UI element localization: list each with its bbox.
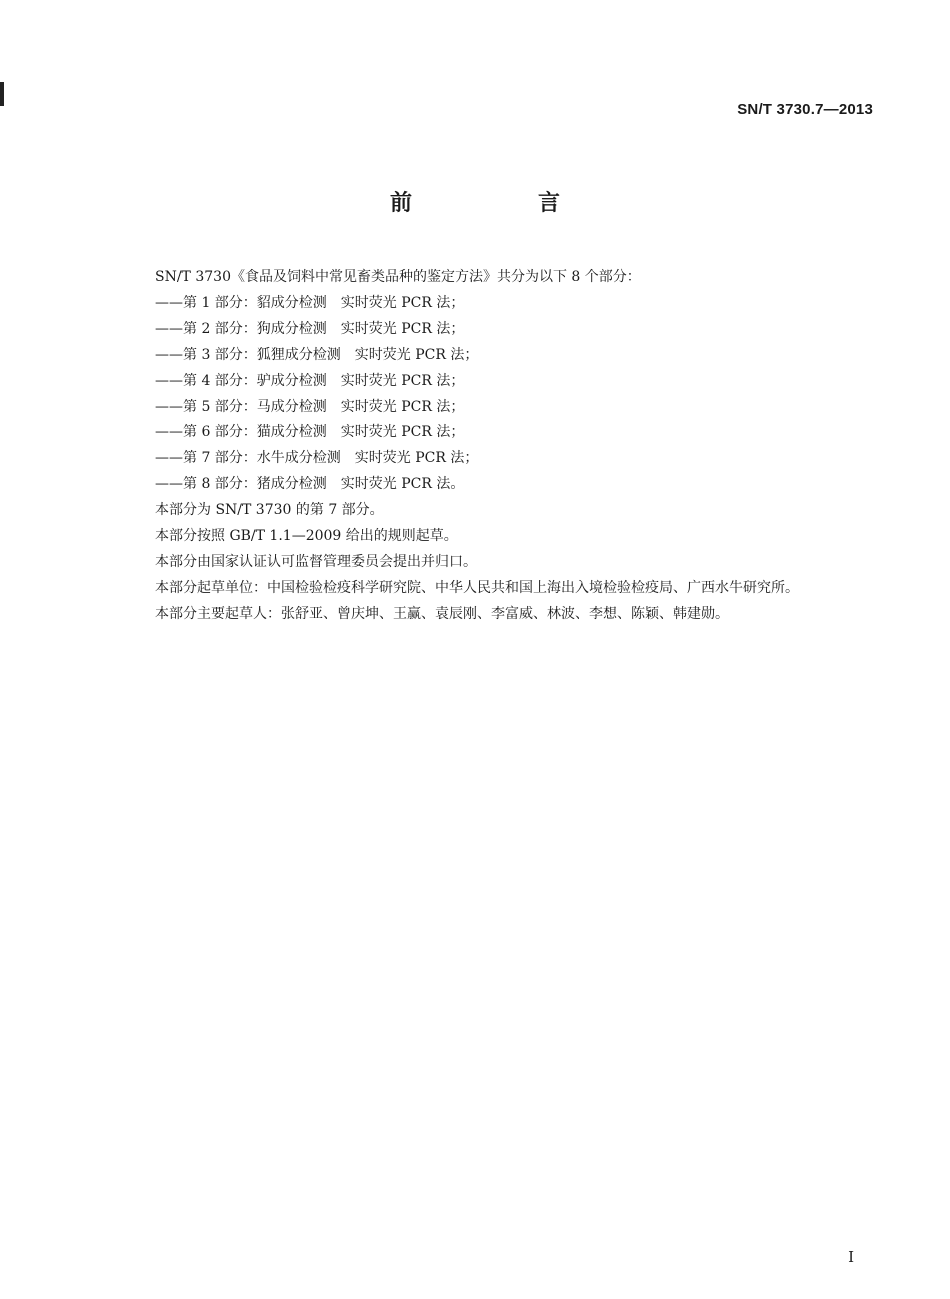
part-list-item: ——第 4 部分：驴成分检测 实时荧光 PCR 法； <box>155 372 465 389</box>
standard-code: SN/T 3730.7—2013 <box>737 101 873 118</box>
part-list-item: ——第 1 部分：貂成分检测 实时荧光 PCR 法； <box>155 294 465 311</box>
part-list-item: ——第 2 部分：狗成分检测 实时荧光 PCR 法； <box>155 320 465 337</box>
part-list-item: ——第 3 部分：狐狸成分检测 实时荧光 PCR 法； <box>155 346 479 363</box>
part-statement: 本部分为 SN/T 3730 的第 7 部分。 <box>155 502 384 519</box>
part-list-item: ——第 8 部分：猪成分检测 实时荧光 PCR 法。 <box>155 476 465 493</box>
part-list-item: ——第 7 部分：水牛成分检测 实时荧光 PCR 法； <box>155 450 479 467</box>
drafters: 本部分主要起草人：张舒亚、曾庆坤、王赢、袁辰刚、李富威、林波、李想、陈颖、韩建勋。 <box>155 605 729 622</box>
part-list-item: ——第 6 部分：猫成分检测 实时荧光 PCR 法； <box>155 424 465 441</box>
intro-paragraph: SN/T 3730《食品及饲料中常见畜类品种的鉴定方法》共分为以下 8 个部分： <box>155 269 641 285</box>
page-edge-mark <box>0 82 4 106</box>
foreword-body <box>120 265 876 628</box>
page-title: 前 言 <box>389 191 612 216</box>
page-number: I <box>848 1248 854 1266</box>
proposer-statement: 本部分由国家认证认可监督管理委员会提出并归口。 <box>155 553 477 570</box>
part-list-item: ——第 5 部分：马成分检测 实时荧光 PCR 法； <box>155 398 465 415</box>
drafting-units: 本部分起草单位：中国检验检疫科学研究院、中华人民共和国上海出入境检验检疫局、广西水牛研究所。 <box>155 579 799 596</box>
drafting-rules: 本部分按照 GB/T 1.1—2009 给出的规则起草。 <box>155 528 458 545</box>
